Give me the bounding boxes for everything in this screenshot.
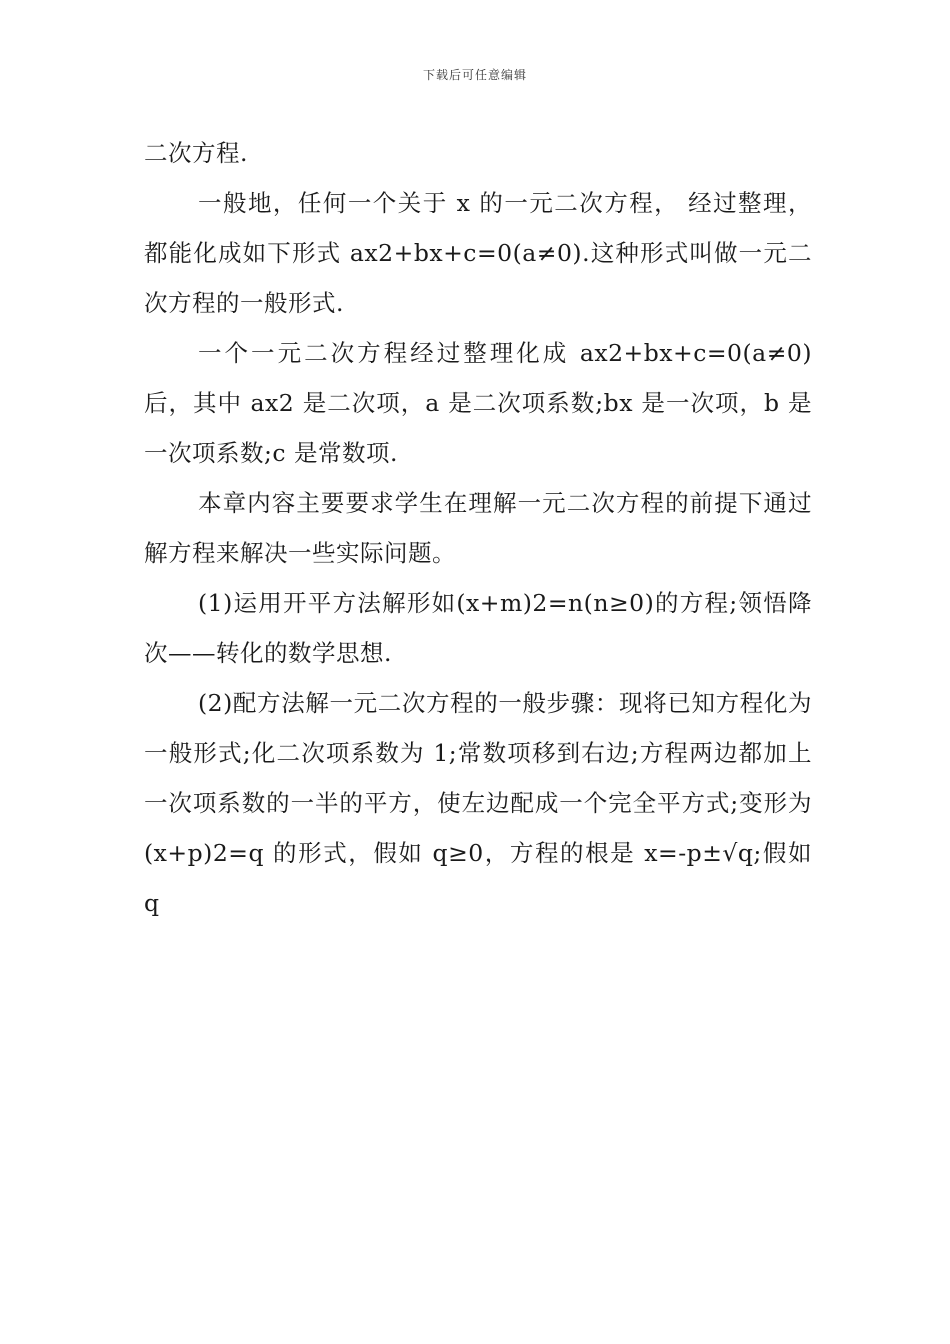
document-body bbox=[144, 128, 812, 928]
paragraph-terms: 一个一元二次方程经过整理化成 ax2+bx+c=0(a≠0)后，其中 ax2 是二次项，a 是二次项系数;bx 是一次项，b 是一次项系数;c 是常数项. bbox=[144, 339, 812, 467]
paragraph-point-2: (2)配方法解一元二次方程的一般步骤：现将已知方程化为一般形式;化二次项系数为 1;常数项移到右边;方程两边都加上一次项系数的一半的平方，使左边配成一个完全平方式;变形为(x+p)2=q 的形式，假如 q≥0，方程的根是 x=-p±√q;假如 q bbox=[144, 689, 812, 917]
paragraph-definition: 一般地，任何一个关于 x 的一元二次方程， 经过整理， 都能化成如下形式 ax2+bx+c=0(a≠0).这种形式叫做一元二次方程的一般形式. bbox=[144, 189, 812, 317]
paragraph-point-1: (1)运用开平方法解形如(x+m)2=n(n≥0)的方程;领悟降次——转化的数学思想. bbox=[144, 589, 812, 667]
paragraph-continuation: 二次方程. bbox=[144, 139, 248, 167]
paragraph-chapter-goal: 本章内容主要要求学生在理解一元二次方程的前提下通过解方程来解决一些实际问题。 bbox=[144, 489, 812, 567]
page-header: 下载后可任意编辑 bbox=[422, 68, 527, 82]
